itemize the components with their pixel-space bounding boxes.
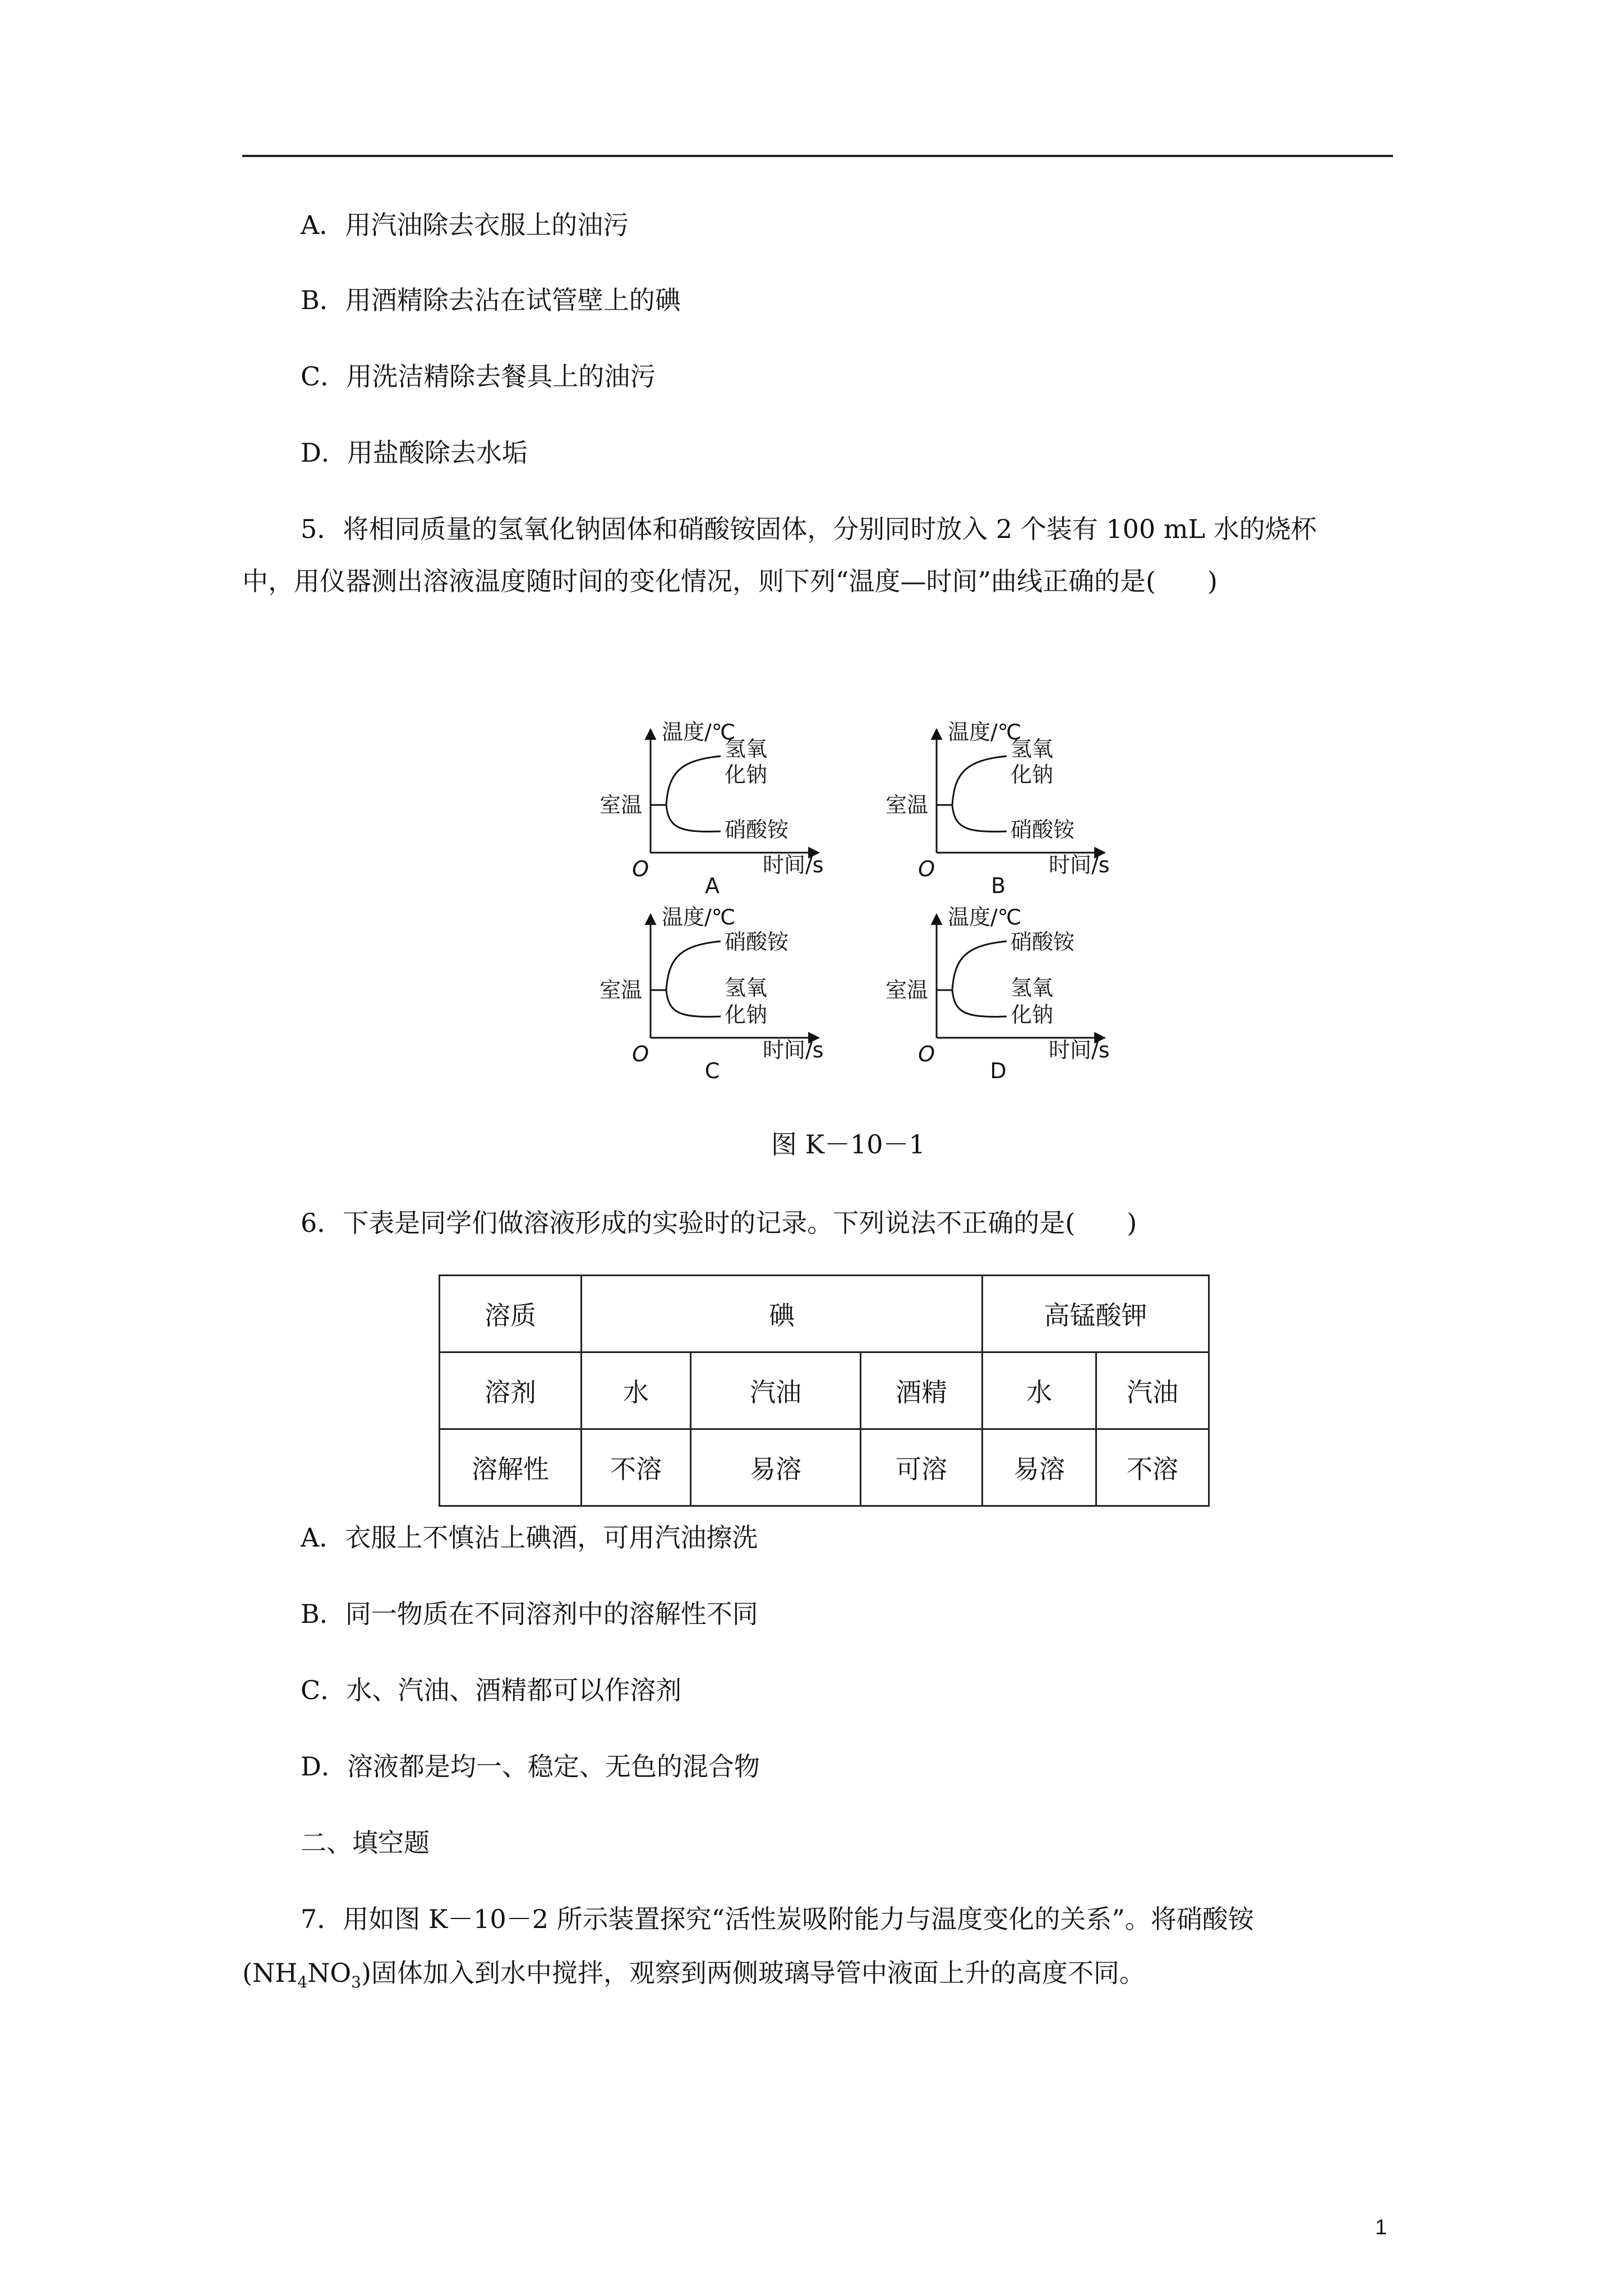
upper-curve-label: 硝酸铵: [1011, 930, 1075, 954]
lower-curve-label: 氢氧: [725, 976, 768, 1000]
lower-curve: [952, 805, 1007, 831]
table-row-solubility: [440, 1429, 1209, 1506]
table-cell: 易溶: [691, 1429, 861, 1506]
q4-option-a: A．用汽油除去衣服上的油污: [301, 210, 629, 240]
table-header-solute: 溶质: [440, 1276, 582, 1352]
table-cell: 水: [983, 1352, 1096, 1429]
panel-letter: C: [704, 1059, 720, 1083]
upper-curve-label: 氢氧: [725, 737, 768, 761]
lower-curve-label: 硝酸铵: [1011, 817, 1075, 842]
y-axis-label: 温度/℃: [948, 905, 1022, 930]
table-cell: 不溶: [1096, 1429, 1209, 1506]
origin-label: O: [918, 857, 935, 881]
upper-curve: [666, 756, 721, 805]
origin-label: O: [632, 1042, 649, 1066]
q7-formula-sub2: 3: [351, 1973, 361, 1991]
graph-panel: [600, 905, 824, 1083]
q7-stem-line2: [242, 1960, 1145, 1990]
x-axis-label: 时间/s: [763, 1038, 824, 1062]
table-cell: 易溶: [983, 1429, 1096, 1506]
upper-curve-label: 化钠: [1011, 762, 1054, 787]
q6-option-c: C．水、汽油、酒精都可以作溶剂: [301, 1675, 682, 1705]
figure-caption: 图 K－10－1: [771, 1129, 925, 1159]
lower-curve-label: 化钠: [725, 1002, 768, 1027]
table-cell: 汽油: [1096, 1352, 1209, 1429]
q6-option-a: A．衣服上不慎沾上碘酒，可用汽油擦洗: [301, 1522, 758, 1553]
upper-curve: [666, 941, 721, 990]
q6-option-d: D．溶液都是均一、稳定、无色的混合物: [301, 1751, 760, 1782]
upper-curve-label: 氢氧: [1011, 737, 1054, 761]
q4-option-b: B．用酒精除去沾在试管壁上的碘: [301, 285, 681, 315]
solubility-table: [439, 1274, 1210, 1507]
lower-curve: [952, 990, 1007, 1016]
header-rule: [242, 155, 1393, 157]
q7-stem-line2-text: )固体加入到水中搅拌，观察到两侧玻璃导管中液面上升的高度不同。: [361, 1958, 1145, 1988]
y-axis-label: 温度/℃: [948, 720, 1022, 744]
origin-label: O: [632, 857, 649, 881]
q7-formula-mid: NO: [307, 1958, 352, 1988]
lower-curve: [666, 805, 721, 831]
q6-option-b: B．同一物质在不同溶剂中的溶解性不同: [301, 1599, 758, 1629]
page-number: 1: [1375, 2216, 1387, 2239]
y-axis-label: 温度/℃: [662, 720, 736, 744]
q7-formula-open: (NH: [242, 1958, 298, 1988]
x-axis-label: 时间/s: [1049, 1038, 1110, 1062]
table-cell: 不溶: [582, 1429, 691, 1506]
table-header-solvent: 溶剂: [440, 1352, 582, 1429]
lower-curve-label: 化钠: [1011, 1002, 1054, 1027]
graph-panel: [600, 720, 824, 898]
upper-curve: [952, 756, 1007, 805]
table-cell-iodine: 碘: [582, 1276, 983, 1352]
q5-stem-line2: 中，用仪器测出溶液温度随时间的变化情况，则下列“温度—时间”曲线正确的是( ): [242, 566, 1218, 596]
y-axis-label: 温度/℃: [662, 905, 736, 930]
q4-option-d: D．用盐酸除去水垢: [301, 438, 528, 468]
table-cell: 可溶: [861, 1429, 983, 1506]
table-row-solute: [440, 1276, 1209, 1352]
room-temp-label: 室温: [599, 793, 642, 817]
lower-curve: [666, 990, 721, 1016]
x-axis-label: 时间/s: [763, 853, 824, 877]
graph-panel: [886, 720, 1110, 898]
table-cell: 水: [582, 1352, 691, 1429]
table-cell-kmno4: 高锰酸钾: [983, 1276, 1209, 1352]
panel-letter: B: [990, 873, 1006, 898]
upper-curve: [952, 941, 1007, 990]
x-axis-label: 时间/s: [1049, 853, 1110, 877]
upper-curve-label: 硝酸铵: [725, 930, 789, 954]
lower-curve-label: 硝酸铵: [725, 817, 789, 842]
graph-panel: [886, 905, 1110, 1083]
lower-curve-label: 氢氧: [1011, 976, 1054, 1000]
q7-stem-line1: 7．用如图 K－10－2 所示装置探究“活性炭吸附能力与温度变化的关系”。将硝酸铵: [301, 1904, 1254, 1934]
table-cell: 汽油: [691, 1352, 861, 1429]
table-header-solubility: 溶解性: [440, 1429, 582, 1506]
room-temp-label: 室温: [885, 793, 928, 817]
upper-curve-label: 化钠: [725, 762, 768, 787]
table-cell: 酒精: [861, 1352, 983, 1429]
table-row-solvent: [440, 1352, 1209, 1429]
origin-label: O: [918, 1042, 935, 1066]
room-temp-label: 室温: [885, 978, 928, 1002]
section-title: 二、填空题: [301, 1828, 430, 1858]
temperature-time-figure: [594, 712, 1110, 1094]
q4-option-c: C．用洗洁精除去餐具上的油污: [301, 361, 656, 392]
q7-formula-sub1: 4: [297, 1973, 308, 1991]
q5-stem-line1: 5．将相同质量的氢氧化钠固体和硝酸铵固体，分别同时放入 2 个装有 100 mL 水的烧杯: [301, 514, 1317, 544]
panel-letter: D: [990, 1059, 1007, 1083]
room-temp-label: 室温: [599, 978, 642, 1002]
panel-letter: A: [705, 873, 720, 898]
q6-stem: 6．下表是同学们做溶液形成的实验时的记录。下列说法不正确的是( ): [301, 1208, 1137, 1238]
